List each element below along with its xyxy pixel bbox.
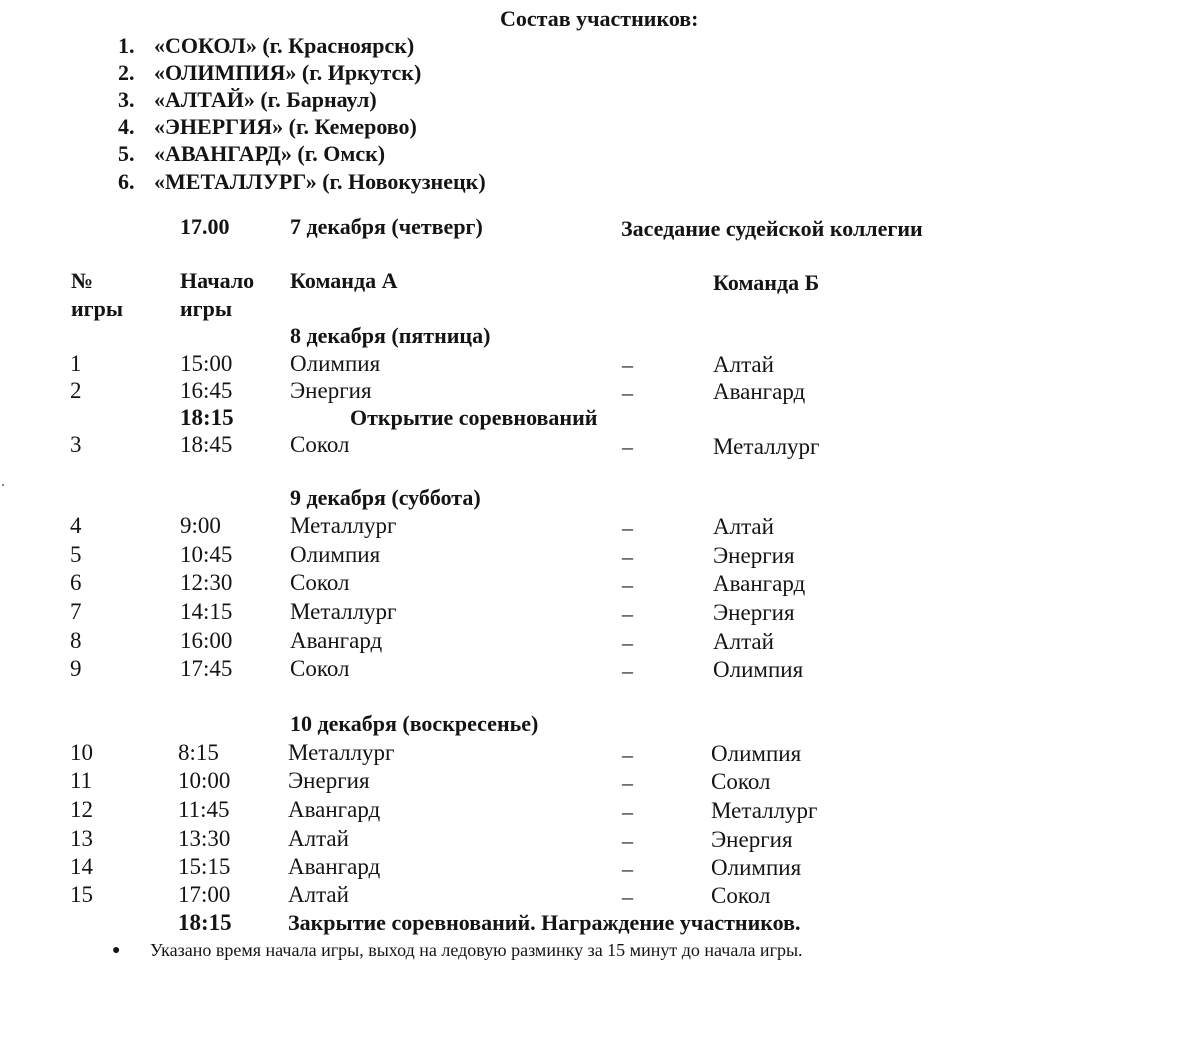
game-num: 12 bbox=[70, 797, 93, 822]
versus-dash: – bbox=[622, 515, 633, 540]
team-b: Энергия bbox=[711, 827, 793, 852]
game-time: 8:15 bbox=[178, 740, 219, 765]
team-a: Олимпия bbox=[290, 351, 381, 376]
day-heading: 8 декабря (пятница) bbox=[290, 323, 491, 348]
game-time: 9:00 bbox=[180, 513, 221, 538]
team-a: Металлург bbox=[290, 513, 397, 538]
game-num: 6 bbox=[70, 570, 82, 595]
game-num: 13 bbox=[70, 826, 93, 851]
team-b: Олимпия bbox=[711, 741, 802, 766]
team-b: Олимпия bbox=[713, 657, 804, 682]
game-num: 8 bbox=[70, 628, 82, 653]
team-b: Алтай bbox=[713, 352, 774, 377]
footnote-text: Указано время начала игры, выход на ледовую разминку за 15 минут до начала игры. bbox=[150, 940, 803, 960]
participant-item: 1. «СОКОЛ» (г. Красноярск) bbox=[118, 33, 415, 58]
game-num: 5 bbox=[70, 542, 82, 567]
team-b: Сокол bbox=[711, 883, 771, 908]
meeting-event: Заседание судейской коллегии bbox=[621, 216, 923, 241]
header-start: Начало bbox=[180, 268, 255, 293]
game-num: 2 bbox=[70, 378, 82, 403]
team-a: Алтай bbox=[288, 882, 349, 907]
opening-event: Открытие соревнований bbox=[350, 405, 598, 430]
versus-dash: – bbox=[622, 799, 633, 824]
versus-dash: – bbox=[622, 572, 633, 597]
versus-dash: – bbox=[622, 380, 633, 405]
versus-dash: – bbox=[622, 770, 633, 795]
team-a: Сокол bbox=[290, 432, 350, 457]
game-time: 16:00 bbox=[180, 628, 233, 653]
game-time: 13:30 bbox=[178, 826, 231, 851]
participant-item: 6. «МЕТАЛЛУРГ» (г. Новокузнецк) bbox=[118, 169, 486, 194]
meeting-time: 17.00 bbox=[180, 214, 230, 239]
versus-dash: – bbox=[622, 544, 633, 569]
team-b: Авангард bbox=[713, 571, 806, 596]
versus-dash: – bbox=[622, 630, 633, 655]
team-b: Сокол bbox=[711, 769, 771, 794]
team-a: Металлург bbox=[290, 599, 397, 624]
game-num: 11 bbox=[70, 768, 93, 793]
versus-dash: – bbox=[622, 856, 633, 881]
participant-item: 2. «ОЛИМПИЯ» (г. Иркутск) bbox=[118, 60, 422, 85]
team-a: Авангард bbox=[288, 854, 381, 879]
game-time: 10:45 bbox=[180, 542, 233, 567]
game-time: 11:45 bbox=[178, 797, 230, 822]
team-b: Олимпия bbox=[711, 855, 802, 880]
game-time: 14:15 bbox=[180, 599, 233, 624]
game-time: 17:45 bbox=[180, 656, 233, 681]
team-a: Алтай bbox=[288, 826, 349, 851]
game-time: 18:45 bbox=[180, 432, 233, 457]
team-a: Энергия bbox=[288, 768, 370, 793]
team-a: Сокол bbox=[290, 570, 350, 595]
day-heading: 10 декабря (воскресенье) bbox=[290, 711, 539, 736]
team-a: Металлург bbox=[288, 740, 395, 765]
team-b: Энергия bbox=[713, 600, 795, 625]
team-a: Олимпия bbox=[290, 542, 381, 567]
versus-dash: – bbox=[622, 828, 633, 853]
game-time: 16:45 bbox=[180, 378, 233, 403]
team-b: Авангард bbox=[713, 379, 806, 404]
closing-time: 18:15 bbox=[178, 910, 232, 935]
game-num: 15 bbox=[70, 882, 93, 907]
versus-dash: – bbox=[622, 601, 633, 626]
team-a: Сокол bbox=[290, 656, 350, 681]
day-heading: 9 декабря (суббота) bbox=[290, 485, 481, 510]
versus-dash: – bbox=[622, 658, 633, 683]
game-time: 15:00 bbox=[180, 351, 233, 376]
opening-time: 18:15 bbox=[180, 405, 234, 430]
versus-dash: – bbox=[622, 434, 633, 459]
closing-event: Закрытие соревнований. Награждение участников. bbox=[288, 910, 801, 935]
team-b: Металлург bbox=[711, 798, 818, 823]
team-b: Алтай bbox=[713, 629, 774, 654]
game-time: 12:30 bbox=[180, 570, 233, 595]
team-b: Алтай bbox=[713, 514, 774, 539]
team-b: Металлург bbox=[713, 434, 820, 459]
bullet-icon: ● bbox=[112, 943, 121, 958]
header-team-a: Команда А bbox=[290, 268, 398, 293]
game-num: 4 bbox=[70, 513, 82, 538]
game-num: 3 bbox=[70, 432, 82, 457]
game-num: 10 bbox=[70, 740, 93, 765]
game-time: 17:00 bbox=[178, 882, 231, 907]
game-num: 1 bbox=[70, 351, 82, 376]
scan-speck bbox=[2, 484, 4, 486]
team-a: Авангард bbox=[290, 628, 383, 653]
team-b: Энергия bbox=[713, 543, 795, 568]
participant-item: 5. «АВАНГАРД» (г. Омск) bbox=[118, 141, 386, 166]
header-num-2: игры bbox=[71, 296, 124, 321]
header-num: № bbox=[71, 268, 94, 293]
participant-item: 4. «ЭНЕРГИЯ» (г. Кемерово) bbox=[118, 114, 417, 139]
game-time: 15:15 bbox=[178, 854, 231, 879]
game-num: 14 bbox=[70, 854, 93, 879]
versus-dash: – bbox=[622, 742, 633, 767]
meeting-date: 7 декабря (четверг) bbox=[290, 214, 483, 239]
footnote bbox=[112, 941, 803, 959]
game-num: 9 bbox=[70, 656, 82, 681]
versus-dash: – bbox=[622, 352, 633, 377]
team-a: Энергия bbox=[290, 378, 372, 403]
participant-item: 3. «АЛТАЙ» (г. Барнаул) bbox=[118, 87, 377, 112]
page-title: Состав участников: bbox=[500, 6, 699, 31]
game-num: 7 bbox=[70, 599, 82, 624]
team-a: Авангард bbox=[288, 797, 381, 822]
header-start-2: игры bbox=[180, 296, 233, 321]
game-time: 10:00 bbox=[178, 768, 231, 793]
header-team-b: Команда Б bbox=[713, 270, 820, 295]
versus-dash: – bbox=[622, 884, 633, 909]
